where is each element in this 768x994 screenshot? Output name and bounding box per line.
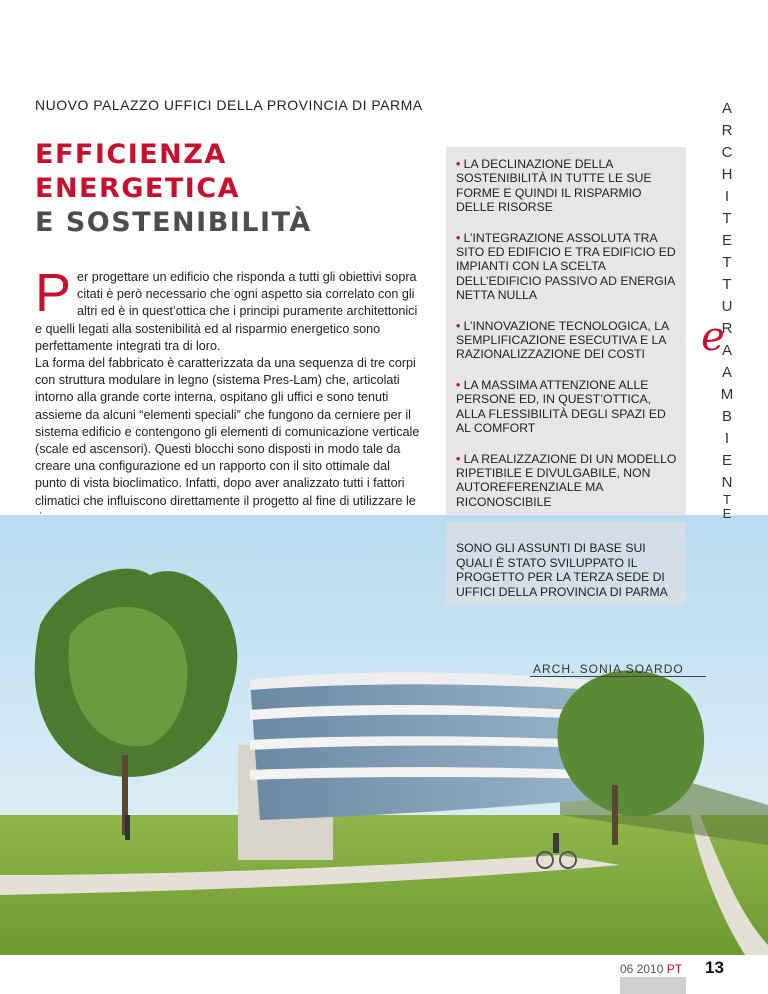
body-paragraph-1: er progettare un edificio che risponda a tutti gli obiettivi sopra citati è però necessario che ogni aspetto sia correlato con gli altri ed è in quest’ottica che i principi puramente architettonici e quelli legati alla sostenibilità ed al risparmio energetico sono perfettamente integrati tra di loro. [35,270,418,353]
bullet-item: • LA MASSIMA ATTENZIONE ALLE PERSONE ED, IN QUEST’OTTICA, ALLA FLESSIBILITÀ DEGLI SPAZI ED AL COMFORT [456,377,666,436]
drop-cap: P [35,263,72,323]
bullet-mark: • [456,318,461,333]
bullet-mark: • [456,157,461,171]
title-line-1: EFFICIENZA [35,139,227,170]
magazine-name: PT [666,962,683,976]
bullet-item: • LA REALIZZAZIONE DI UN MODELLO RIPETIBILE E DIVULGABILE, NON AUTOREFERENZIALE MA RICONOSCIBILE [456,451,677,509]
page-number: 13 [705,958,724,977]
section-kicker: NUOVO PALAZZO UFFICI DELLA PROVINCIA DI PARMA [35,97,423,113]
issue-label: 06 2010 PT [620,962,683,976]
article-body [35,263,421,527]
sidebar-bullets [456,157,678,525]
logo-e: e [701,314,725,360]
bullet-item: • L’INNOVAZIONE TECNOLOGICA, LA SEMPLIFICAZIONE ESECUTIVA E LA RAZIONALIZZAZIONE DEI COSTI [456,318,669,362]
bullet-item: • L’INTEGRAZIONE ASSOLUTA TRA SITO ED EDIFICIO E TRA EDIFICIO ED IMPIANTI CON LA SCELTA DELL’EDIFICIO PASSIVO AD ENERGIA NETTA NULLA [456,230,676,303]
author-underline [530,676,706,677]
bullet-mark: • [456,451,461,466]
section-vertical-label: A R C H I T E T T U R A e A M B I E N T E [712,100,742,500]
footer-bar [620,977,686,994]
bullet-mark: • [456,377,461,392]
author-byline: ARCH. SONIA SOARDO [533,662,684,676]
article-title [35,138,312,240]
title-line-3: E SOSTENIBILITÀ [35,207,312,238]
body-paragraph-2: La forma del fabbricato è caratterizzata da una sequenza di tre corpi con struttura modulare in legno (sistema Pres-Lam) che, articolati intorno alla grande corte interna, ospitano gli uffici e sono tenuti assieme da alcuni “elementi speciali” che fungono da cerniere per il sistema edificio e contengono gli elementi di comunicazione verticale (scale ed ascensori). Questi blocchi sono disposti in modo tale da creare una configurazione ed un rapporto con il sito ottimale dal punto di vista bioclimatico. Infatti, dopo aver analizzato tutti i fattori climatici che influiscono direttamente il progetto al fine di utilizzare le [35,356,420,508]
title-line-2: ENERGETICA [35,173,241,204]
sidebar-closing-text: SONO GLI ASSUNTI DI BASE SUI QUALI È STATO SVILUPPATO IL PROGETTO PER LA TERZA SEDE DI UFFICI DELLA PROVINCIA DI PARMA [456,541,668,599]
bullet-mark: • [456,230,461,245]
bullet-item: • LA DECLINAZIONE DELLA SOSTENIBILITÀ IN TUTTE LE SUE FORME E QUINDI IL RISPARMIO DELLE RISORSE [456,157,652,215]
